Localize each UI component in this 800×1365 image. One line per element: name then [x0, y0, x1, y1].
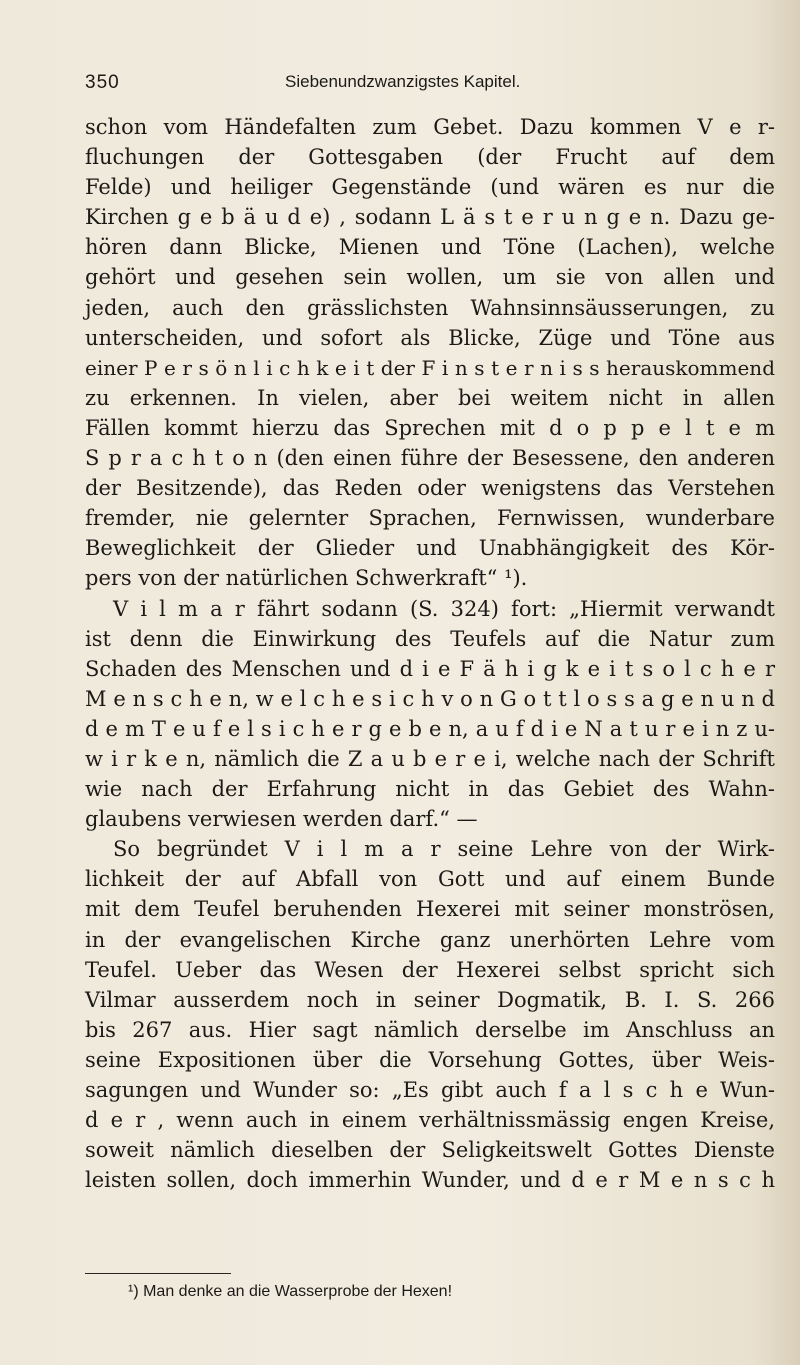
text-line: wie nach der Erfahrung nicht in das Gebiet des Wahn-	[85, 777, 775, 802]
text-line: gehört und gesehen sein wollen, um sie von allen und	[85, 265, 775, 290]
text-line: Kirchen g e b ä u d e) , sodann L ä s t e r u n g e n. Dazu ge-	[85, 205, 775, 230]
text-line: M e n s c h e n, w e l c h e s i c h v o n G o t t l o s s a g e n u n d	[85, 686, 775, 711]
text-line: fremder, nie gelernter Sprachen, Fernwissen, wunderbare	[85, 506, 775, 531]
text-line: in der evangelischen Kirche ganz unerhörten Lehre vom	[85, 927, 775, 952]
text-line: Beweglichkeit der Glieder und Unabhängigkeit des Kör-	[85, 536, 775, 561]
text-line: zu erkennen. In vielen, aber bei weitem nicht in allen	[85, 385, 775, 410]
text-line: einer P e r s ö n l i c h k e i t der F i n s t e r n i s s herauskommend	[85, 355, 775, 380]
text-line: Vilmar ausserdem noch in seiner Dogmatik, B. I. S. 266	[85, 987, 775, 1012]
page-header	[85, 70, 775, 100]
text-line: pers von der natürlichen Schwerkraft“ ¹).	[85, 566, 528, 591]
text-line: So begründet V i l m a r seine Lehre von der Wirk-	[113, 837, 775, 862]
text-line: Teufel. Ueber das Wesen der Hexerei selbst spricht sich	[85, 957, 775, 982]
text-line: ist denn die Einwirkung des Teufels auf die Natur zum	[85, 626, 775, 651]
page-number: 350	[85, 72, 120, 93]
text-line: lichkeit der auf Abfall von Gott und auf einem Bunde	[85, 867, 775, 892]
body-text	[85, 112, 775, 1195]
text-line: soweit nämlich dieselben der Seligkeitswelt Gottes Dienste	[85, 1138, 775, 1163]
text-line: bis 267 aus. Hier sagt nämlich derselbe im Anschluss an	[85, 1017, 775, 1042]
text-line: mit dem Teufel beruhenden Hexerei mit seiner monströsen,	[85, 897, 775, 922]
text-line: Felde) und heiliger Gegenstände (und wären es nur die	[85, 175, 775, 200]
text-line: jeden, auch den grässlichsten Wahnsinnsäusserungen, zu	[85, 295, 775, 320]
text-line: d e m T e u f e l s i c h e r g e b e n, a u f d i e N a t u r e i n z u-	[85, 716, 775, 741]
text-line: fluchungen der Gottesgaben (der Frucht auf dem	[85, 145, 775, 170]
text-line: d e r , wenn auch in einem verhältnissmässig engen Kreise,	[85, 1108, 775, 1133]
text-line: S p r a c h t o n (den einen führe der Besessene, den anderen	[85, 446, 775, 471]
footnote: ¹) Man denke an die Wasserprobe der Hexen!	[128, 1283, 453, 1300]
text-line: leisten sollen, doch immerhin Wunder, und d e r M e n s c h	[85, 1168, 775, 1193]
text-line: hören dann Blicke, Mienen und Töne (Lachen), welche	[85, 235, 775, 260]
text-line: glaubens verwiesen werden darf.“ —	[85, 807, 478, 832]
text-line: unterscheiden, und sofort als Blicke, Züge und Töne aus	[85, 325, 775, 350]
text-line: der Besitzende), das Reden oder wenigstens das Verstehen	[85, 476, 775, 501]
text-line: sagungen und Wunder so: „Es gibt auch f a l s c h e Wun-	[85, 1078, 775, 1102]
footnote-divider	[85, 1273, 231, 1274]
text-line: Fällen kommt hierzu das Sprechen mit d o p p e l t e m	[85, 415, 775, 440]
text-line: V i l m a r fährt sodann (S. 324) fort: „Hiermit verwandt	[113, 596, 775, 621]
text-line: Schaden des Menschen und d i e F ä h i g k e i t s o l c h e r	[85, 656, 775, 681]
running-title: Siebenundzwanzigstes Kapitel.	[285, 72, 521, 91]
text-line: schon vom Händefalten zum Gebet. Dazu kommen V e r-	[85, 115, 775, 139]
text-line: seine Expositionen über die Vorsehung Gottes, über Weis-	[85, 1047, 775, 1072]
text-line: w i r k e n, nämlich die Z a u b e r e i, welche nach der Schrift	[85, 746, 775, 771]
